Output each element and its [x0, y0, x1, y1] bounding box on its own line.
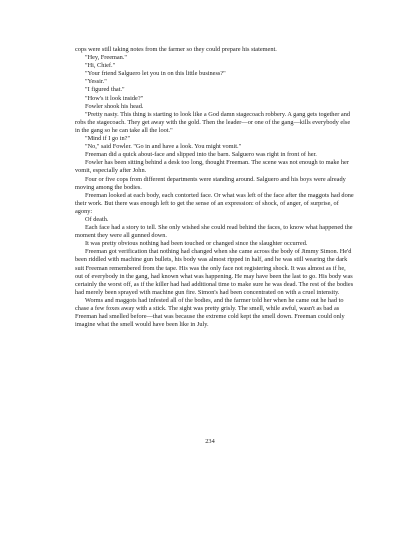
page-number: 234: [205, 438, 215, 445]
paragraph: Fowler has been sitting behind a desk too long, thought Freeman. The scene was not enough to make her vomit, especially after John.: [75, 159, 349, 175]
body-text: [75, 46, 355, 329]
paragraph: "No," said Fowler. "Go in and have a look. You might vomit.": [85, 143, 242, 151]
paragraph: "Mind if I go in?": [85, 135, 131, 143]
paragraph: It was pretty obvious nothing had been touched or changed since the slaughter occurred.: [85, 240, 308, 248]
paragraph: Freeman looked at each body, each contorted face. Or what was left of the face after the maggots had done their work. But there was enough left to get the sense of an expression: of shock, of anger, of surprise, of agony:: [75, 191, 354, 215]
paragraph: cops were still taking notes from the farmer so they could prepare his statement.: [75, 46, 277, 53]
paragraph: Freeman did a quick about-face and slipped into the barn. Salguero was right in front of her.: [85, 151, 317, 159]
paragraph: "Hey, Freeman.": [85, 54, 127, 62]
paragraph: "Your friend Salguero let you in on this little business?": [85, 70, 226, 78]
paragraph: "Yessir.": [85, 78, 107, 86]
paragraph: Each face had a story to tell. She only wished she could read behind the faces, to know what happened the moment they were all gunned down.: [75, 224, 353, 240]
paragraph: "I figured that.": [85, 86, 125, 94]
paragraph: Of death.: [85, 215, 109, 223]
paragraph: Worms and maggots had infested all of the bodies, and the farmer told her when he came out he had to chase a few foxes away with a stick. The sight was pretty grisly. The smell, while awful, wasn't as bad as Freeman had smelled before—that was because the extreme cold kept the smell down. Freeman could only imagine what the smell would have been like in July.: [75, 296, 345, 329]
paragraph: Four or five cops from different departments were standing around. Salguero and his boys were already moving among the bodies.: [75, 175, 346, 191]
paragraph: Fowler shook his head.: [85, 102, 144, 110]
paragraph: Freeman got verification that nothing had changed when she came across the body of Jimmy Simon. He'd been riddled with machine gun bullets, his body was almost ripped in half, and he was still wearing the dark suit Freeman remembered from the tape. His was the only face not registering shock. It was almost as if he, out of everybody in the gang, had known what was happening. He may have been the last to go. His body was certainly the worst off, as if the killer had had additional time to make sure he was dead. The rest of the bodies had merely been sprayed with machine gun fire. Simon's had been concentrated on with a cruel intensity.: [75, 248, 354, 296]
paragraph: "Hi, Chief.": [85, 62, 116, 70]
paragraph: "Pretty nasty. This thing is starting to look like a God damn stagecoach robbery. A gang gets together and robs the stagecoach. They get away with the gold. Then the leader—or one of the gang—kills everybody else in the gang so he can take all the loot.": [75, 110, 351, 134]
paragraph: "How's it look inside?": [85, 94, 144, 102]
